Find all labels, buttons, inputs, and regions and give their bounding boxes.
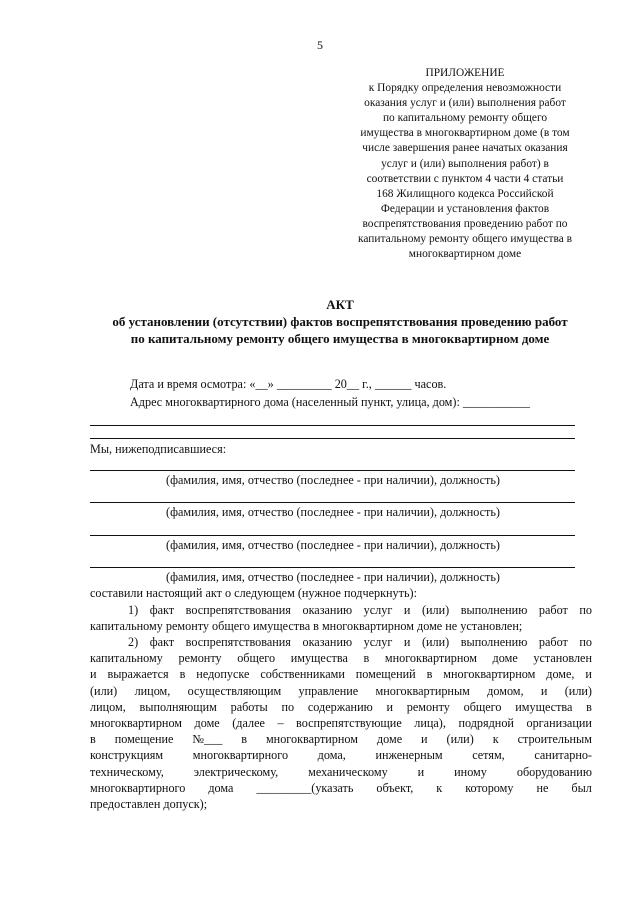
appendix-line: по капитальному ремонту общего	[382, 112, 548, 125]
word: в	[586, 699, 592, 714]
word: строительным	[517, 732, 592, 747]
word: и	[540, 683, 548, 698]
title-main: АКТ	[326, 297, 354, 312]
title-line: по капитальному ремонту общего имущества в многоквартирном доме	[130, 331, 550, 346]
word: и	[403, 635, 411, 649]
word: организации	[526, 715, 592, 730]
address-blank-line	[90, 425, 575, 426]
word: _________(указать	[256, 780, 354, 795]
word: доме	[194, 715, 220, 730]
word: в	[90, 732, 96, 747]
page-number: 5	[317, 38, 323, 52]
justified-line	[90, 715, 592, 731]
text-line: предоставлен допуск);	[90, 796, 208, 811]
word: многоквартирного	[90, 780, 186, 795]
inspection-date-line: Дата и время осмотра: «__» _________ 20__ г., ______ часов.	[130, 377, 447, 391]
signer-blank-line	[90, 535, 575, 536]
item-2	[90, 634, 592, 812]
word: (или)	[90, 683, 118, 698]
word: к	[492, 732, 499, 747]
word: сетям,	[472, 748, 505, 763]
word: управление	[298, 683, 359, 698]
word: к	[436, 780, 443, 795]
word: факт	[149, 603, 175, 617]
word: выполнению	[460, 635, 528, 649]
word: многоквартирном	[90, 715, 183, 730]
word: содержанию	[307, 699, 373, 714]
word: и	[90, 667, 97, 682]
word: многоквартирного	[192, 748, 289, 763]
word: –	[277, 715, 284, 730]
word: был	[571, 780, 592, 795]
word: по	[579, 603, 592, 617]
word: и	[585, 667, 592, 682]
word: которому	[465, 780, 514, 795]
word: техническому,	[90, 764, 164, 779]
word: многоквартирном	[443, 667, 536, 682]
word: работы	[230, 699, 268, 714]
justified-line	[90, 666, 592, 682]
word: (или)	[421, 603, 450, 617]
appendix-line: услуг и (или) выполнения работ) в	[381, 157, 549, 170]
word: механическому	[308, 764, 388, 779]
signer-caption: (фамилия, имя, отчество (последнее - при наличии), должность)	[166, 538, 500, 552]
justified-line	[90, 780, 592, 796]
appendix-line: Федерации и установления фактов	[380, 202, 550, 215]
word: имущества	[290, 651, 348, 666]
word: капитальному	[90, 651, 163, 666]
word: не	[536, 780, 549, 795]
word: (или)	[446, 732, 474, 747]
signers-label: Мы, нижеподписавшиеся:	[90, 442, 227, 456]
word: (или)	[564, 683, 592, 698]
word: лица),	[414, 715, 446, 730]
word: общего	[463, 699, 502, 714]
item-1	[90, 602, 592, 634]
word: и	[403, 603, 411, 617]
word: (далее	[232, 715, 265, 730]
signer-caption: (фамилия, имя, отчество (последнее - при наличии), должность)	[166, 473, 500, 487]
word: установлен	[533, 651, 592, 666]
word: услуг	[363, 603, 393, 617]
word: многоквартирном	[384, 651, 477, 666]
word: санитарно-	[534, 748, 592, 763]
word: воспрепятствования	[185, 603, 291, 617]
word: 2)	[128, 635, 139, 649]
word: дома,	[317, 748, 346, 763]
signer-caption: (фамилия, имя, отчество (последнее - при наличии), должность)	[166, 570, 500, 584]
word: осуществляющим	[187, 683, 282, 698]
word: подрядной	[458, 715, 514, 730]
word: доме,	[546, 667, 575, 682]
signer-caption: (фамилия, имя, отчество (последнее - при наличии), должность)	[166, 505, 500, 519]
word: 1)	[128, 603, 139, 617]
word: и	[386, 699, 393, 714]
word: многоквартирном	[265, 732, 358, 747]
word: оборудованию	[516, 764, 592, 779]
word: по	[579, 635, 592, 649]
justified-line	[90, 650, 592, 666]
address-blank-line	[90, 438, 575, 439]
word: инженерным	[375, 748, 443, 763]
document-title	[60, 296, 620, 347]
word: работ	[538, 635, 568, 649]
justified-line	[90, 747, 592, 763]
composed-line: составили настоящий акт о следующем (нужное подчеркнуть):	[90, 586, 417, 600]
justified-line	[90, 683, 592, 699]
word: помещений	[355, 667, 416, 682]
word: лицом,	[90, 699, 126, 714]
justified-line	[90, 699, 592, 715]
appendix-line: капитальному ремонту общего имущества в	[358, 233, 572, 246]
word: в	[426, 667, 433, 682]
appendix-heading: ПРИЛОЖЕНИЕ	[425, 67, 505, 79]
signer-blank-line	[90, 470, 575, 471]
justified-line	[90, 634, 592, 650]
word: выражается	[107, 667, 169, 682]
word: оказанию	[302, 635, 353, 649]
word: электрическому,	[193, 764, 279, 779]
appendix-line: оказания услуг и (или) выполнения работ	[364, 97, 566, 110]
word: домом,	[487, 683, 524, 698]
justified-line	[90, 764, 592, 780]
word: собственниками	[260, 667, 345, 682]
word: воспрепятствующие	[296, 715, 402, 730]
appendix-line: воспрепятствования проведению работ по	[362, 217, 568, 230]
appendix-line: соответствии с пунктом 4 части 4 статьи	[366, 172, 564, 185]
word: доме	[492, 651, 518, 666]
word: оказанию	[302, 603, 353, 617]
word: выполняющим	[139, 699, 217, 714]
word: ремонту	[406, 699, 450, 714]
word: доме	[376, 732, 403, 747]
appendix-line: 168 Жилищного кодекса Российской	[376, 187, 554, 200]
word: услуг	[363, 635, 393, 649]
word: конструкциям	[90, 748, 164, 763]
appendix-line: имущества в многоквартирном доме (в том	[360, 127, 570, 140]
appendix-line: к Порядку определения невозможности	[368, 82, 562, 95]
word: ремонту	[178, 651, 222, 666]
justified-line	[90, 731, 592, 747]
word: дома	[208, 780, 234, 795]
word: по	[281, 699, 295, 714]
appendix-block	[330, 66, 600, 262]
word: воспрепятствования	[185, 635, 291, 649]
word: в	[179, 667, 186, 682]
word: в	[363, 651, 370, 666]
word: и	[421, 732, 428, 747]
title-line: об установлении (отсутствии) фактов воспрепятствования проведению работ	[112, 314, 568, 329]
word: №___	[192, 732, 223, 747]
appendix-line: числе завершения ранее начатых оказания	[362, 142, 568, 155]
word: и	[417, 764, 425, 779]
word: работ	[538, 603, 568, 617]
signer-blank-line	[90, 567, 575, 568]
word: факт	[149, 635, 175, 649]
appendix-line: многоквартирном доме	[408, 248, 522, 261]
word: иному	[454, 764, 487, 779]
justified-line	[90, 602, 592, 618]
text-line: капитальному ремонту общего имущества в многоквартирном доме не установлен;	[90, 619, 523, 634]
word: недопуске	[196, 667, 250, 682]
address-line: Адрес многоквартирного дома (населенный пункт, улица, дом): ___________	[130, 395, 530, 409]
word: выполнению	[460, 603, 528, 617]
word: имущества	[515, 699, 573, 714]
word: объект,	[376, 780, 414, 795]
signer-blank-line	[90, 502, 575, 503]
word: общего	[237, 651, 276, 666]
word: лицом,	[134, 683, 171, 698]
word: помещение	[114, 732, 174, 747]
word: многоквартирным	[375, 683, 470, 698]
word: в	[241, 732, 248, 747]
word: (или)	[421, 635, 450, 649]
